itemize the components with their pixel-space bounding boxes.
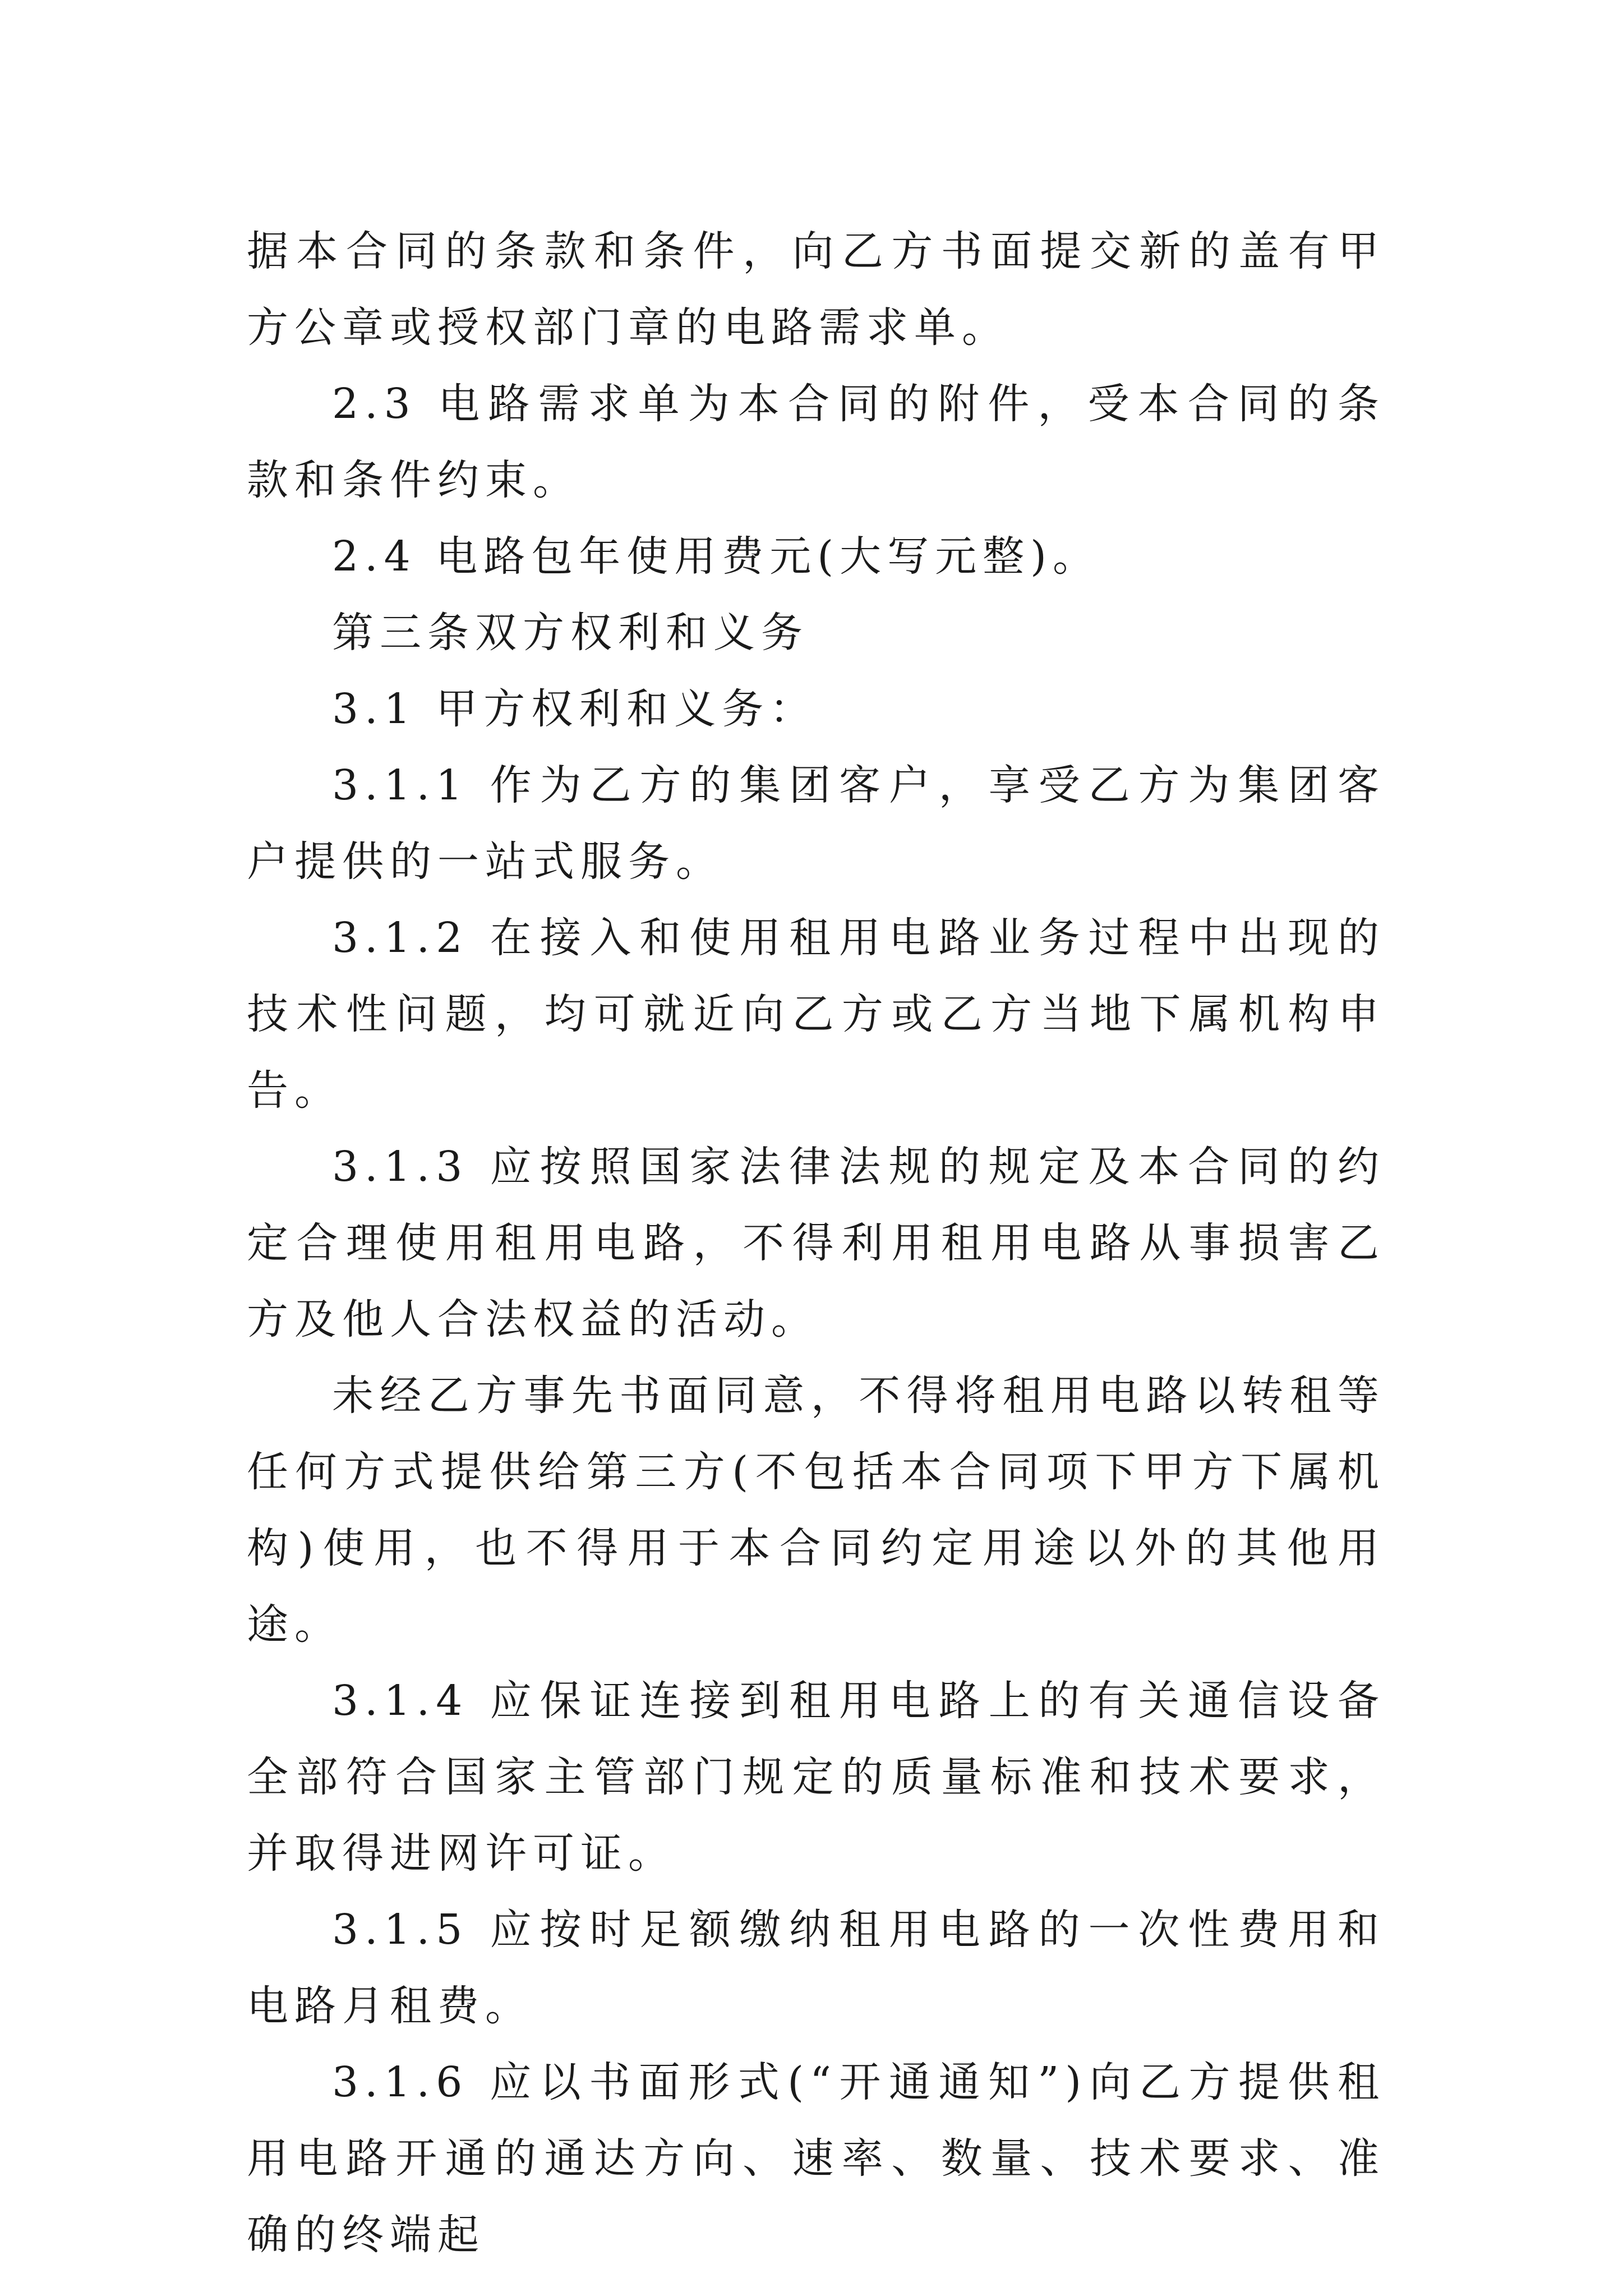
clause-3-1-4: 3.1.4 应保证连接到租用电路上的有关通信设备全部符合国家主管部门规定的质量标准和技术要求，并取得进网许可证。 (247, 1677, 1385, 1878)
document-page (247, 213, 1385, 2273)
clause-2-3: 2.3 电路需求单为本合同的附件，受本合同的条款和条件约束。 (247, 380, 1385, 504)
article-3-heading: 第三条双方权利和义务 (332, 609, 809, 657)
clause-3-1-3: 3.1.3 应按照国家法律法规的规定及本合同的约定合理使用租用电路，不得利用租用电路从事损害乙方及他人合法权益的活动。 (247, 1143, 1385, 1343)
clause-2-4: 2.4 电路包年使用费元(大写元整)。 (332, 532, 1100, 581)
clause-3-1-2: 3.1.2 在接入和使用租用电路业务过程中出现的技术性问题，均可就近向乙方或乙方当地下属机构申告。 (247, 914, 1385, 1115)
paragraph-continuation: 据本合同的条款和条件，向乙方书面提交新的盖有甲方公章或授权部门章的电路需求单。 (247, 227, 1385, 352)
clause-3-1: 3.1 甲方权利和义务： (332, 685, 818, 733)
clause-3-1-6: 3.1.6 应以书面形式(“开通通知”)向乙方提供租用电路开通的通达方向、速率、数量、技术要求、准确的终端起 (247, 2058, 1385, 2259)
clause-3-1-1: 3.1.1 作为乙方的集团客户，享受乙方为集团客户提供的一站式服务。 (247, 761, 1385, 886)
clause-3-1-5: 3.1.5 应按时足额缴纳租用电路的一次性费用和电路月租费。 (247, 1906, 1385, 2030)
clause-3-1-3-supplement: 未经乙方事先书面同意，不得将租用电路以转租等任何方式提供给第三方(不包括本合同项下甲方下属机构)使用，也不得用于本合同约定用途以外的其他用途。 (247, 1372, 1385, 1649)
